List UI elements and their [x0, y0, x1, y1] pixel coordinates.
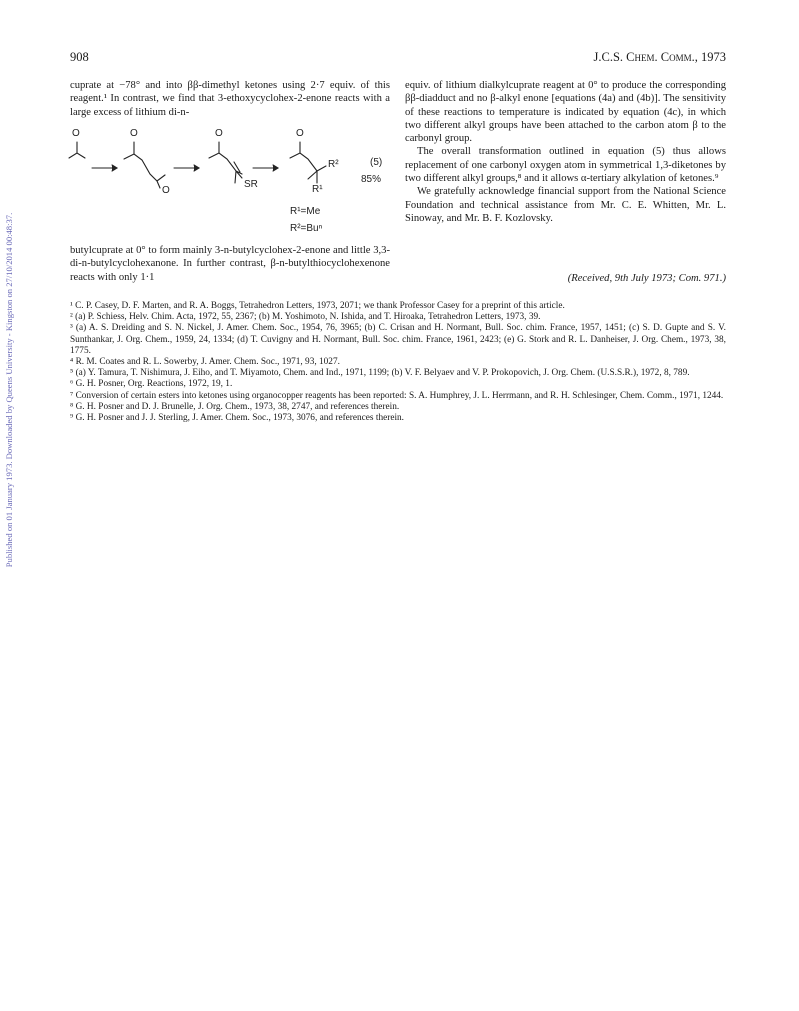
running-header [70, 50, 726, 66]
r2-label: R² [328, 159, 339, 170]
footnote: ³ (a) A. S. Dreiding and S. N. Nickel, J. Amer. Chem. Soc., 1954, 76, 3965; (b) C. Crisan and H. Normant, Bull. Soc. chim. France, 1957, 1451; (c) S. D. Gupte and S. V. Sunthankar, J. Org. Chem., 1959, 24, 1334; (d) T. Cuvigny and H. Normant, Bull. Soc. chim. France, 1961, 2423; (e) G. Stork and R. L. Danheiser, J. Org. Chem., 1973, 38, 1775. [70, 323, 726, 356]
paragraph: equiv. of lithium dialkylcuprate reagent at 0° to produce the corresponding ββ-diadduct and no β-alkyl enone [equations (4a) and (4b)]. The sensitivity of these reactions to temperature is indicated by equation (4c), in which two different alkyl groups have been attached to the carbon atom β to the carbonyl group. [405, 80, 726, 145]
paragraph: The overall transformation outlined in equation (5) thus allows replacement of one carbonyl oxygen atom in symmetrical 1,3-diketones by two different alkyl groups,⁸ and it allows α-tertiary alkylation of ketones.⁹ [405, 146, 726, 185]
received-text: (Received, 9th July 1973; Com. 971.) [567, 273, 726, 284]
molecule-2 [124, 142, 165, 188]
footnote: ⁵ (a) Y. Tamura, T. Nishimura, J. Eiho, and T. Miyamoto, Chem. and Ind., 1971, 1199; (b) V. F. Belyaev and V. P. Prokopovich, J. Org. Chem. (U.S.S.R.), 1972, 8, 789. [70, 368, 690, 379]
oxygen-label-3: O [162, 185, 170, 196]
column-2 [405, 79, 726, 225]
molecule-1 [69, 142, 85, 158]
footnote: ¹ C. P. Casey, D. F. Marten, and R. A. Boggs, Tetrahedron Letters, 1973, 2071; we thank Professor Casey for a preprint of this article. [70, 301, 565, 311]
footnote: ⁶ G. H. Posner, Org. Reactions, 1972, 19, 1. [70, 379, 233, 390]
footnote: ⁸ G. H. Posner and D. J. Brunelle, J. Org. Chem., 1973, 38, 2747, and references therein. [70, 401, 400, 412]
column-1-top [70, 79, 390, 119]
r1-label: R¹ [312, 184, 323, 195]
r2-definition: R²=Buⁿ [290, 223, 323, 234]
scheme-drawing [64, 126, 394, 244]
oxygen-label-4: O [215, 128, 223, 139]
yield-label: 85% [361, 174, 382, 185]
oxygen-label-2: O [130, 128, 138, 139]
acknowledgement: We gratefully acknowledge financial support from the National Science Foundation and technical assistance from Mr. C. E. Whitten, Mr. L. Sinoway, and Mr. B. F. Kozlovsky. [405, 186, 726, 224]
paragraph: cuprate at −78° and into ββ-dimethyl ketones using 2·7 equiv. of this reagent.¹ In contrast, we find that 3-ethoxycyclohex-2-enone reacts with a large excess of lithium di-n- [70, 80, 390, 118]
download-watermark-text: Published on 01 January 1973. Downloaded by Queens University - Kingston on 27/10/2014 00:48:37. [4, 212, 14, 568]
footnote: ² (a) P. Schiess, Helv. Chim. Acta, 1972, 55, 2367; (b) M. Yoshimoto, N. Ishida, and T. Hiroaka, Tetrahedron Letters, 1973, 39. [70, 312, 541, 323]
footnote: ⁹ G. H. Posner and J. J. Sterling, J. Amer. Chem. Soc., 1973, 3076, and references therein. [70, 413, 404, 424]
reaction-scheme [64, 126, 394, 244]
footnotes [70, 301, 726, 424]
thioether-label: SR [244, 179, 258, 190]
column-1-bottom [70, 244, 390, 284]
paragraph: butylcuprate at 0° to form mainly 3-n-butylcyclohex-2-enone and little 3,3-di-n-butylcyclohexanone. In further contrast, β-n-butylthiocyclohexenone reacts with only 1·1 [70, 245, 390, 283]
footnote: ⁷ Conversion of certain esters into ketones using organocopper reagents has been reported: S. A. Humphrey, J. L. Herrmann, and R. H. Schlesinger, Chem. Comm., 1971, 1244. [70, 390, 724, 401]
oxygen-label-5: O [296, 128, 304, 139]
molecule-4 [290, 142, 326, 183]
download-watermark [2, 160, 16, 620]
page-number: 908 [70, 50, 89, 64]
equation-number: (5) [370, 157, 383, 168]
r1-definition: R¹=Me [290, 206, 321, 217]
oxygen-label-1: O [72, 128, 80, 139]
molecule-3 [209, 142, 242, 183]
footnote: ⁴ R. M. Coates and R. L. Sowerby, J. Amer. Chem. Soc., 1971, 93, 1027. [70, 357, 340, 368]
journal-title: J.C.S. Chem. Comm., 1973 [593, 50, 726, 64]
received-date [405, 273, 726, 284]
